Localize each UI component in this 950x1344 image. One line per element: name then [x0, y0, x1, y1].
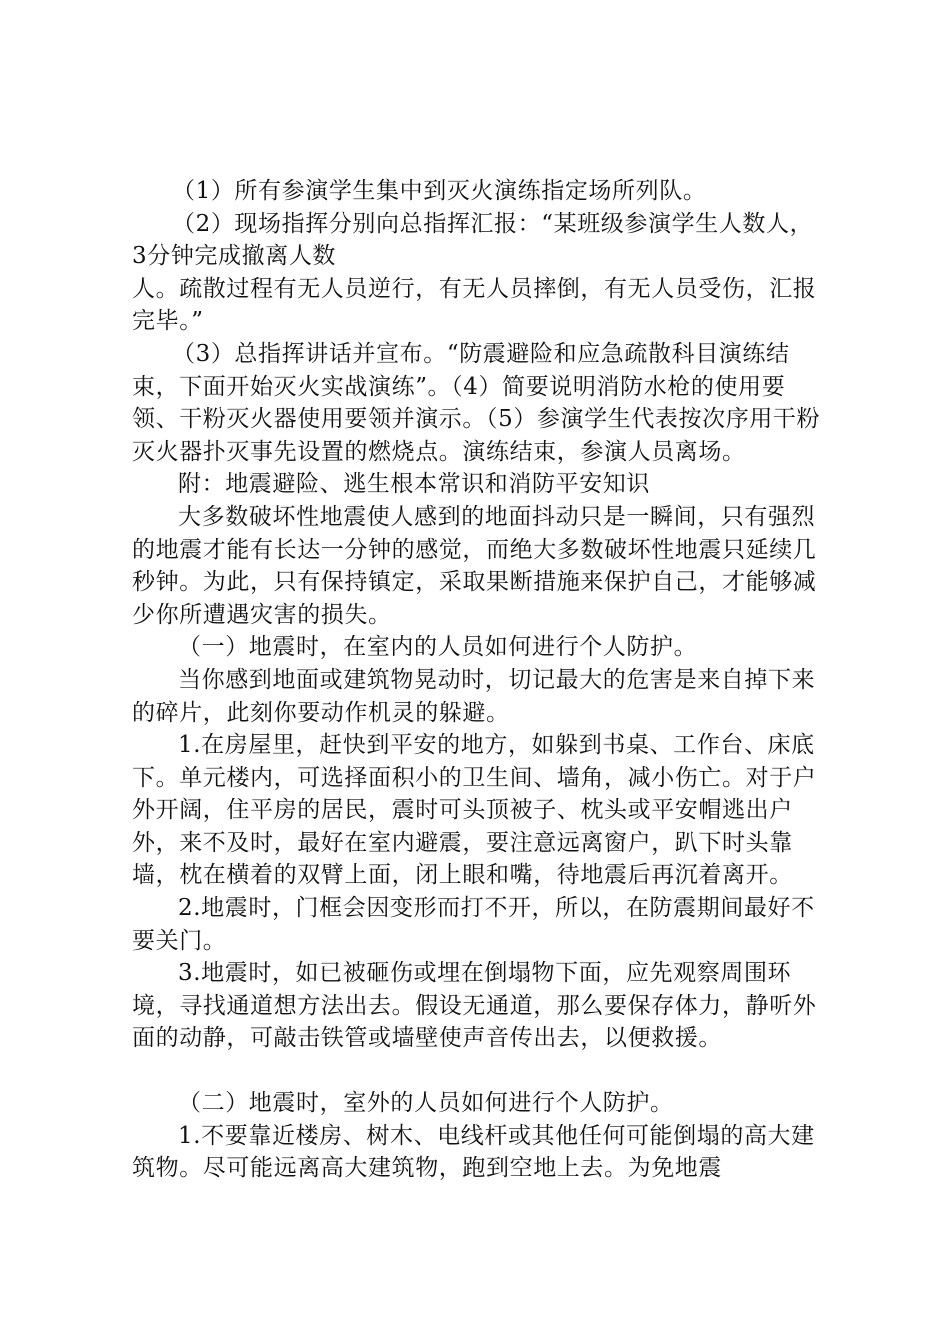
- paragraph-indoor-intro: 当你感到地面或建筑物晃动时，切记最大的危害是来自掉下来的碎片，此刻你要动作机灵的躲避。: [132, 666, 816, 726]
- paragraph-spacer: [132, 1055, 822, 1087]
- paragraph-earthquake-intro: 大多数破坏性地震使人感到的地面抖动只是一瞬间，只有强烈的地震才能有长达一分钟的感觉，而绝大多数破坏性地震只延续几秒钟。为此，只有保持镇定，采取果断措施来保护自己，才能够减少你所遭遇灾害的损失。: [132, 503, 817, 628]
- list-item-indoor-3: 3.地震时，如已被砸伤或埋在倒塌物下面，应先观察周围环境，寻找通道想方法出去。假设无通道，那么要保存体力，静听外面的动静，可敲击铁管或墙壁使声音传出去，以便救援。: [132, 960, 817, 1052]
- section-heading-outdoor: （二）地震时，室外的人员如何进行个人防护。: [178, 1090, 674, 1117]
- paragraph-commander-speech: （3）总指挥讲话并宣布。“防震避险和应急疏散科目演练结束，下面开始灭火实战演练”。（4）简要说明消防水枪的使用要领、干粉灭火器使用要领并演示。（5）参演学生代表按次序用干粉灭火器扑灭事先设置的燃烧点。演练结束，参演人员离场。: [132, 340, 821, 465]
- list-item-indoor-2: 2.地震时，门框会因变形而打不开，所以，在防震期间最好不要关门。: [132, 895, 815, 954]
- paragraph-drill-assembly: （1）所有参演学生集中到灭火演练指定场所列队。: [172, 178, 707, 204]
- paragraph-report-continued: 人。疏散过程有无人员逆行，有无人员摔倒，有无人员受伤，汇报完毕。”: [132, 275, 817, 335]
- document-body: [132, 175, 822, 1185]
- appendix-heading: 附：地震避险、逃生根本常识和消防平安知识: [178, 471, 650, 498]
- list-item-indoor-1: 1.在房屋里，赶快到平安的地方，如躲到书桌、工作台、床底下。单元楼内，可选择面积小的卫生间、墙角，减小伤亡。对于户外开阔，住平房的居民，震时可头顶被子、枕头或平安帽逃出户外，来不及时，最好在室内避震，要注意远离窗户，趴下时头靠墙，枕在横着的双臂上面，闭上眼和嘴，待地震后再沉着离开。: [132, 732, 817, 889]
- list-item-outdoor-1: 1.不要靠近楼房、树木、电线杆或其他任何可能倒塌的高大建筑物。尽可能远离高大建筑物，跑到空地上去。为免地震: [132, 1122, 815, 1182]
- paragraph-field-report: （2）现场指挥分别向总指挥汇报：“某班级参演学生人数人，3分钟完成撤离人数: [132, 210, 814, 270]
- section-heading-indoor: （一）地震时，在室内的人员如何进行个人防护。: [178, 634, 698, 661]
